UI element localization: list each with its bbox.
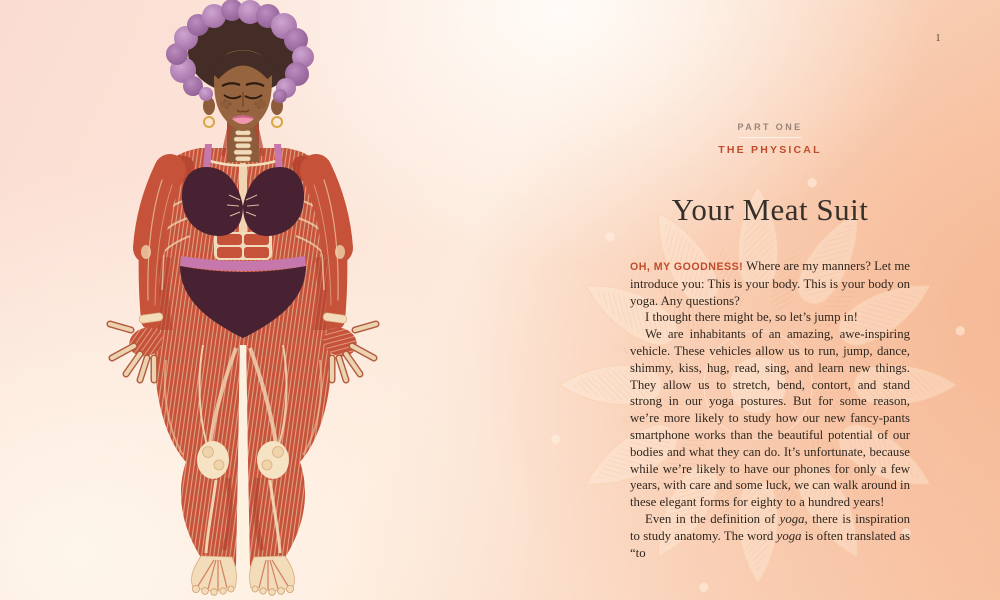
earring-left <box>204 117 214 127</box>
kicker-divider <box>739 137 801 138</box>
figure-legs <box>155 320 332 566</box>
body-text <box>630 258 910 561</box>
text-run: Where are my manners? Let me introduce you: This is your body. This is your body on yoga. Any questions? <box>630 259 910 308</box>
text-run: I thought there might be, so let’s jump in! <box>645 310 858 325</box>
paragraph <box>630 511 910 561</box>
text-run: Even in the definition of <box>645 511 780 526</box>
page-right <box>500 0 1000 600</box>
paragraph <box>630 309 910 326</box>
anatomy-illustration <box>0 0 490 600</box>
figure-head <box>166 0 314 131</box>
figure-feet <box>191 556 294 595</box>
paragraph <box>630 258 910 309</box>
page-number: 1 <box>935 33 941 44</box>
chapter-title: Your Meat Suit <box>671 192 869 227</box>
part-label: PART ONE <box>737 122 803 132</box>
text-run: is often translated as “to <box>630 528 911 560</box>
paragraph <box>630 326 910 511</box>
chapter-content <box>630 122 910 561</box>
lead-in-text: OH, MY GOODNESS! <box>630 261 744 273</box>
earring-right <box>272 117 282 127</box>
section-label: THE PHYSICAL <box>718 144 822 156</box>
text-run: , there is inspiration to study anatomy. The word <box>630 511 910 543</box>
text-run: yoga <box>776 528 802 543</box>
text-run: yoga <box>779 511 805 526</box>
text-run: We are inhabitants of an amazing, awe-inspiring vehicle. These vehicles allow us to run, jump, dance, shimmy, kiss, hug, read, sing, and learn new things. They allow us to stretch, bend, contort, and stand strong in our yoga postures. But for some reason, we’re more likely to study how our new fancy-pants smartphone works than the beautiful potential of our bodies and what they can do. It’s unfortunate, because while we’re likely to have our phones for only a few years, with care and some luck, we can walk around in these elegant forms for eighty to a hundred years! <box>630 327 911 510</box>
